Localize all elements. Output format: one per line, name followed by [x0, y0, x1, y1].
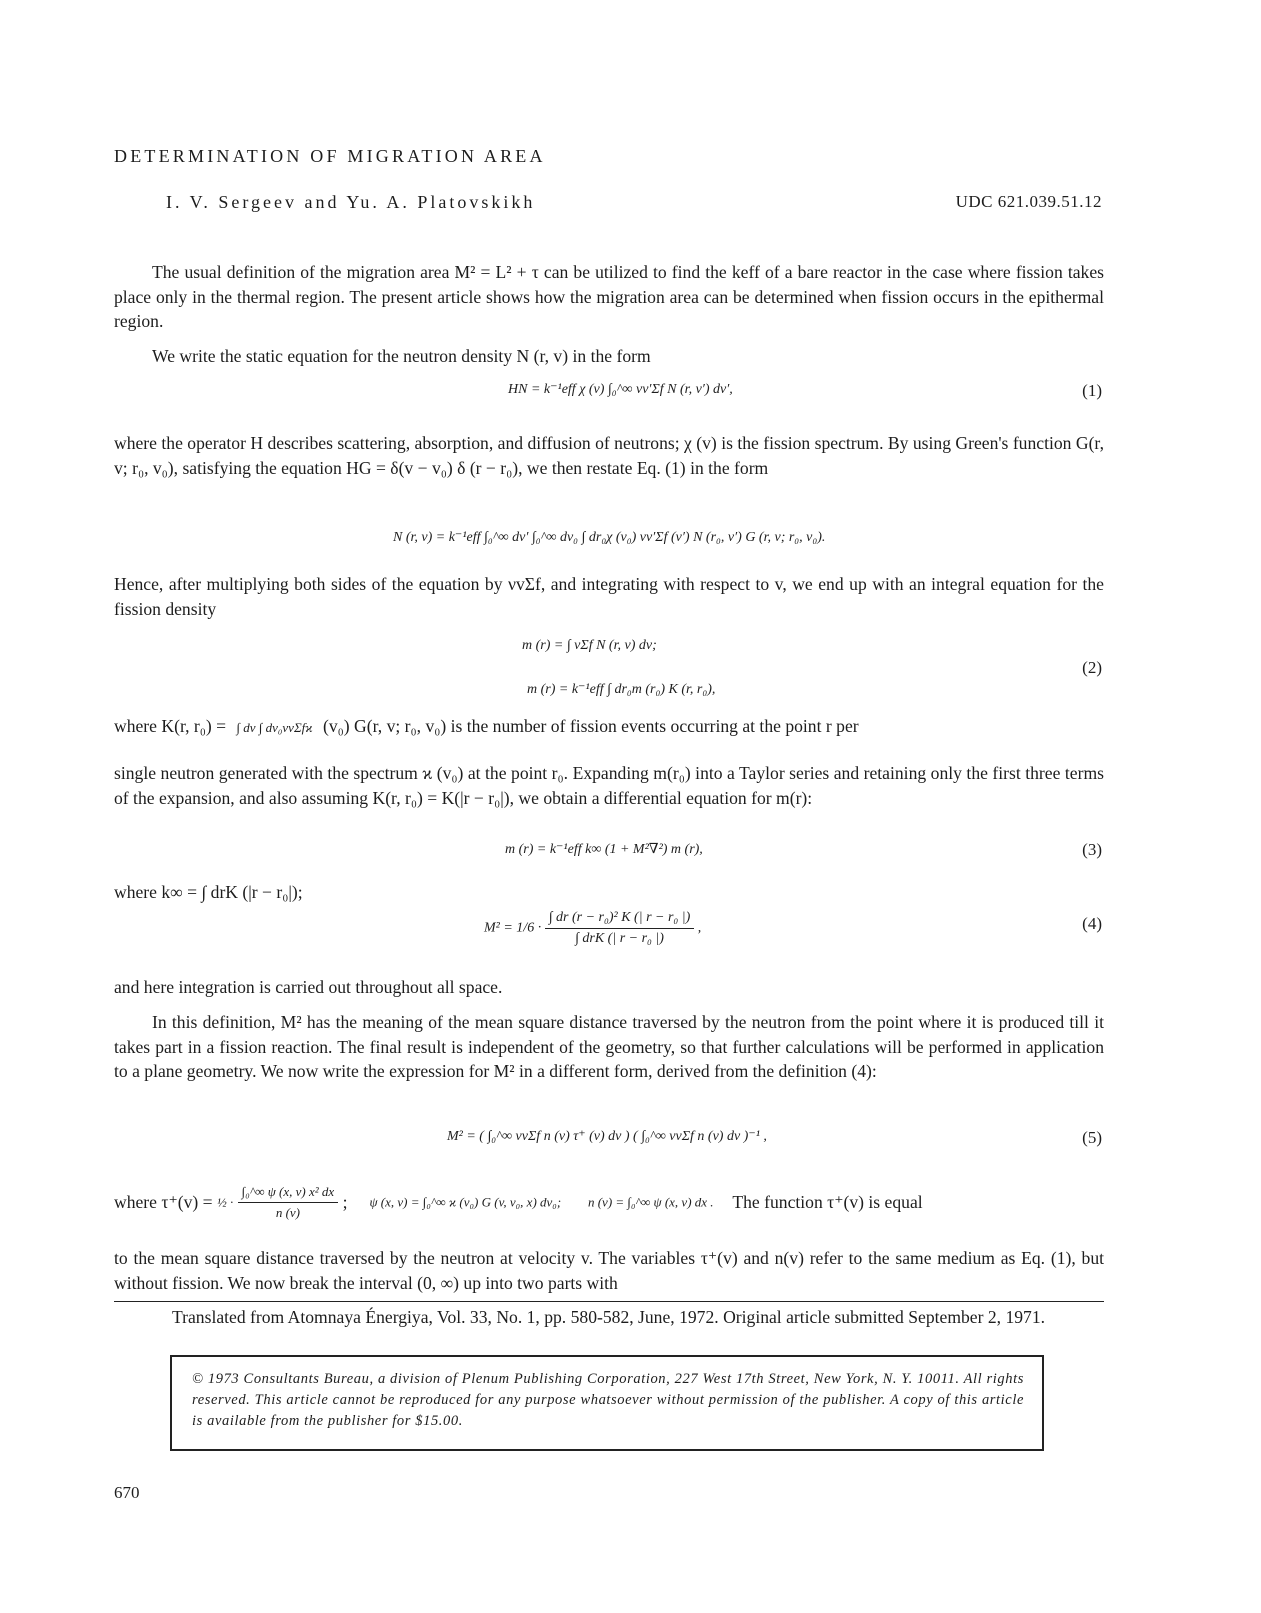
kernel-tail: (v₀) G(r, v; r₀, v₀) is the number of fission events occurring at the point r per — [323, 716, 859, 736]
interval-paragraph: to the mean square distance traversed by the neutron at velocity v. The variables τ⁺(v) and n(v) refer to the same medium as Eq. (1), but without fission. We now break the interval (0, ∞) up into two parts with — [114, 1248, 1104, 1293]
taylor-paragraph: single neutron generated with the spectrum ϰ (v₀) at the point r₀. Expanding m(r₀) into a Taylor series and retaining only the first three terms of the expansion, and also assuming K(r, r₀) = K(|r − r₀|), we obtain a differential equation for m(r): — [114, 763, 1104, 808]
copyright-notice: © 1973 Consultants Bureau, a division of Plenum Publishing Corporation, 227 West 17th Street, New York, N. Y. 10011. All rights reserved. This article cannot be reproduced for any purpose whatsoever without permission of the publisher. A copy of this article is available from the publisher for $15.00. — [192, 1371, 1024, 1429]
tau-tail: The function τ⁺(v) is equal — [732, 1192, 923, 1212]
kernel-definition-line — [114, 716, 859, 737]
equation-2b: m (r) = k⁻¹eff ∫ dr₀m (r₀) K (r, r₀), — [527, 682, 716, 697]
kernel-integral: ∫ dv ∫ dv₀νvΣfϰ — [236, 720, 313, 735]
intro-paragraph: The usual definition of the migration area M² = L² + τ can be utilized to find the keff of a bare reactor in the case where fission takes place only in the thermal region. The present article shows how the migration area can be determined when fission occurs in the epithermal region. — [114, 262, 1104, 331]
kernel-lead: where K(r, r₀) = — [114, 716, 227, 736]
green-function-equation: N (r, v) = k⁻¹eff ∫₀^∞ dv′ ∫₀^∞ dv₀ ∫ dr₀χ (v₀) νv′Σf (v′) N (r₀, v′) G (r, v; r₀, v₀). — [393, 530, 826, 545]
equation-2-number: (2) — [1082, 658, 1102, 677]
n-definition: n (v) = ∫₀^∞ ψ (x, v) dx . — [587, 1194, 714, 1210]
static-equation-intro: We write the static equation for the neutron density N (r, v) in the form — [152, 346, 651, 366]
tau-lead: where τ⁺(v) = — [114, 1192, 213, 1212]
tau-fraction — [238, 1184, 339, 1221]
translation-note: Translated from Atomnaya Énergiya, Vol. 33, No. 1, pp. 580-582, June, 1972. Original article submitted September 2, 1971. — [172, 1307, 1046, 1327]
equation-1-number: (1) — [1082, 381, 1102, 400]
article-authors: I. V. Sergeev and Yu. A. Platovskikh — [166, 192, 536, 212]
equation-2a: m (r) = ∫ νΣf N (r, v) dv; — [522, 638, 657, 653]
equation-3: m (r) = k⁻¹eff k∞ (1 + M²∇²) m (r), — [505, 842, 703, 857]
equation-4-denominator: ∫ drK (| r − r₀ |) — [575, 931, 664, 946]
fission-density-paragraph: Hence, after multiplying both sides of the equation by νvΣf, and integrating with respect to v, we end up with an integral equation for the fission density — [114, 574, 1104, 619]
equation-4-fraction — [545, 910, 695, 947]
tau-numerator: ∫₀^∞ ψ (x, v) x² dx — [238, 1184, 339, 1203]
operator-paragraph: where the operator H describes scattering, absorption, and diffusion of neutrons; χ (v) is the fission spectrum. By using Green's function G(r, v; r₀, v₀), satisfying the equation HG = δ(v − v₀) δ (r − r₀), we then restate Eq. (1) in the form — [114, 433, 1104, 478]
tau-denominator: n (v) — [275, 1205, 300, 1220]
page-number: 670 — [114, 1483, 140, 1502]
copyright-box — [170, 1355, 1044, 1451]
tau-definition-line: where τ⁺(v) = ½ · $\frac{\text{∫₀\textasciicircum{}∞ ψ (x, v) x² dx}}{n (v)}$ ; ψ (x, v) = ∫₀^∞ ϰ (v₀) G (v, v₀, x) dv₀; n (v) = ∫₀^∞ ψ (x, v) dx . The function τ⁺(v) is equal — [114, 1184, 923, 1220]
article-title: DETERMINATION OF MIGRATION AREA — [114, 146, 546, 166]
mean-square-paragraph: In this definition, M² has the meaning of the mean square distance traversed by the neutron from the point where it is produced till it takes part in a fission reaction. The final result is independent of the geometry, so that further calculations will be performed in application to a plane geometry. We now write the expression for M² in a different form, derived from the definition (4): — [114, 1012, 1104, 1081]
equation-4-lhs: M² = 1/6 · — [484, 920, 542, 936]
equation-4: M² = 1/6 · $\frac{\text{∫ dr (r − r₀)² K (| r − r₀ |)}}{\text{∫ drK (| r − r₀ |)}}$ , — [484, 910, 702, 946]
equation-1: HN = k⁻¹eff χ (v) ∫₀^∞ νv′Σf N (r, v′) dv′, — [508, 382, 733, 397]
tau-half: ½ · — [216, 1194, 234, 1210]
equation-5-number: (5) — [1082, 1128, 1102, 1147]
udc-code: UDC 621.039.51.12 — [955, 192, 1102, 211]
psi-definition: ψ (x, v) = ∫₀^∞ ϰ (v₀) G (v, v₀, x) dv₀; — [369, 1194, 562, 1210]
k-infinity-definition: where k∞ = ∫ drK (|r − r₀|); — [114, 882, 303, 902]
equation-5: M² = ( ∫₀^∞ νvΣf n (v) τ⁺ (v) dv ) ( ∫₀^∞ νvΣf n (v) dv )⁻¹ , — [447, 1129, 767, 1144]
equation-4-number: (4) — [1082, 914, 1102, 933]
integration-space-paragraph: and here integration is carried out throughout all space. — [114, 977, 503, 997]
equation-4-numerator: ∫ dr (r − r₀)² K (| r − r₀ |) — [545, 910, 695, 929]
footnote-divider — [114, 1301, 1104, 1302]
equation-3-number: (3) — [1082, 840, 1102, 859]
